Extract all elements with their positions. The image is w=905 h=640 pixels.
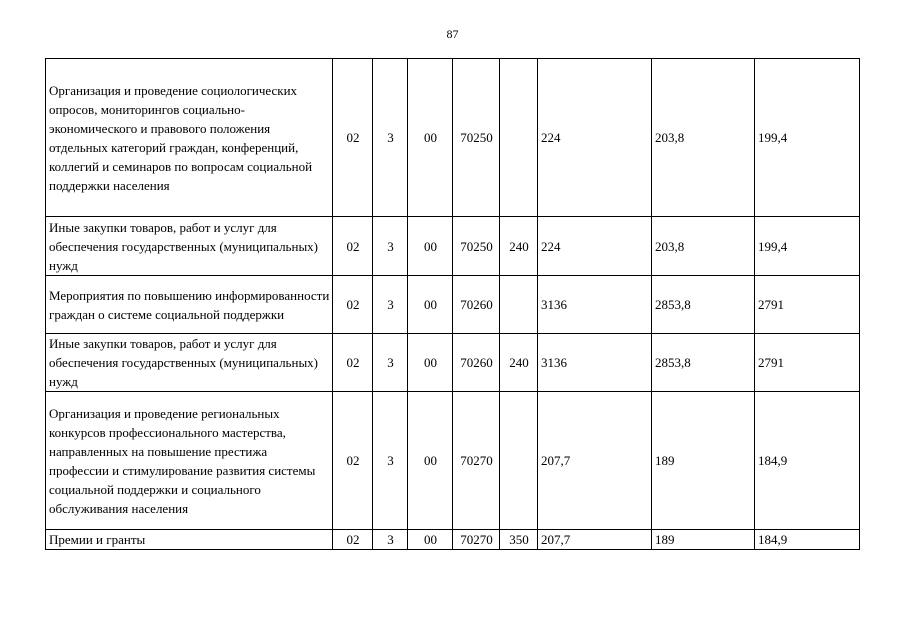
value-3: 184,9: [755, 392, 860, 530]
subprogram-code: 00: [408, 276, 453, 334]
ministry-code: 02: [333, 217, 373, 276]
value-1: 3136: [538, 276, 652, 334]
value-3: 2791: [755, 276, 860, 334]
ministry-code: 02: [333, 276, 373, 334]
expense-type-code: 240: [500, 217, 538, 276]
target-code: 70270: [453, 392, 500, 530]
subprogram-code: 00: [408, 392, 453, 530]
subprogram-code: 00: [408, 530, 453, 550]
program-code: 3: [373, 530, 408, 550]
expense-type-code: [500, 276, 538, 334]
table-row: [46, 59, 860, 217]
table-row: [46, 530, 860, 550]
target-code: 70270: [453, 530, 500, 550]
program-code: 3: [373, 392, 408, 530]
value-1: 224: [538, 217, 652, 276]
value-2: 2853,8: [652, 276, 755, 334]
table-row: [46, 217, 860, 276]
expense-type-code: 240: [500, 334, 538, 392]
subprogram-code: 00: [408, 59, 453, 217]
value-2: 2853,8: [652, 334, 755, 392]
row-description: Премии и гранты: [46, 530, 333, 550]
value-2: 203,8: [652, 217, 755, 276]
value-1: 207,7: [538, 392, 652, 530]
program-code: 3: [373, 276, 408, 334]
budget-table: [45, 58, 860, 550]
expense-type-code: [500, 392, 538, 530]
target-code: 70250: [453, 59, 500, 217]
ministry-code: 02: [333, 59, 373, 217]
value-1: 224: [538, 59, 652, 217]
program-code: 3: [373, 217, 408, 276]
row-description: Мероприятия по повышению информированности граждан о системе социальной поддержки: [46, 276, 333, 334]
value-3: 2791: [755, 334, 860, 392]
value-2: 189: [652, 392, 755, 530]
row-description: Иные закупки товаров, работ и услуг для обеспечения государственных (муниципальных) нужд: [46, 217, 333, 276]
value-1: 207,7: [538, 530, 652, 550]
expense-type-code: 350: [500, 530, 538, 550]
row-description: Иные закупки товаров, работ и услуг для обеспечения государственных (муниципальных) нужд: [46, 334, 333, 392]
value-3: 199,4: [755, 59, 860, 217]
program-code: 3: [373, 59, 408, 217]
subprogram-code: 00: [408, 217, 453, 276]
value-3: 184,9: [755, 530, 860, 550]
subprogram-code: 00: [408, 334, 453, 392]
value-2: 203,8: [652, 59, 755, 217]
ministry-code: 02: [333, 334, 373, 392]
value-3: 199,4: [755, 217, 860, 276]
ministry-code: 02: [333, 530, 373, 550]
program-code: 3: [373, 334, 408, 392]
ministry-code: 02: [333, 392, 373, 530]
table-row: [46, 334, 860, 392]
value-1: 3136: [538, 334, 652, 392]
table-row: [46, 392, 860, 530]
target-code: 70260: [453, 276, 500, 334]
expense-type-code: [500, 59, 538, 217]
target-code: 70260: [453, 334, 500, 392]
row-description: Организация и проведение региональных конкурсов профессионального мастерства, направленных на повышение престижа профессии и стимулирование развития системы социальной поддержки и социального обслуживания населения: [46, 392, 333, 530]
table-row: [46, 276, 860, 334]
value-2: 189: [652, 530, 755, 550]
row-description: Организация и проведение социологических опросов, мониторингов социально-экономического и правового положения отдельных категорий граждан, конференций, коллегий и семинаров по вопросам социальной поддержки населения: [46, 59, 333, 217]
target-code: 70250: [453, 217, 500, 276]
page-number: 87: [446, 27, 459, 41]
